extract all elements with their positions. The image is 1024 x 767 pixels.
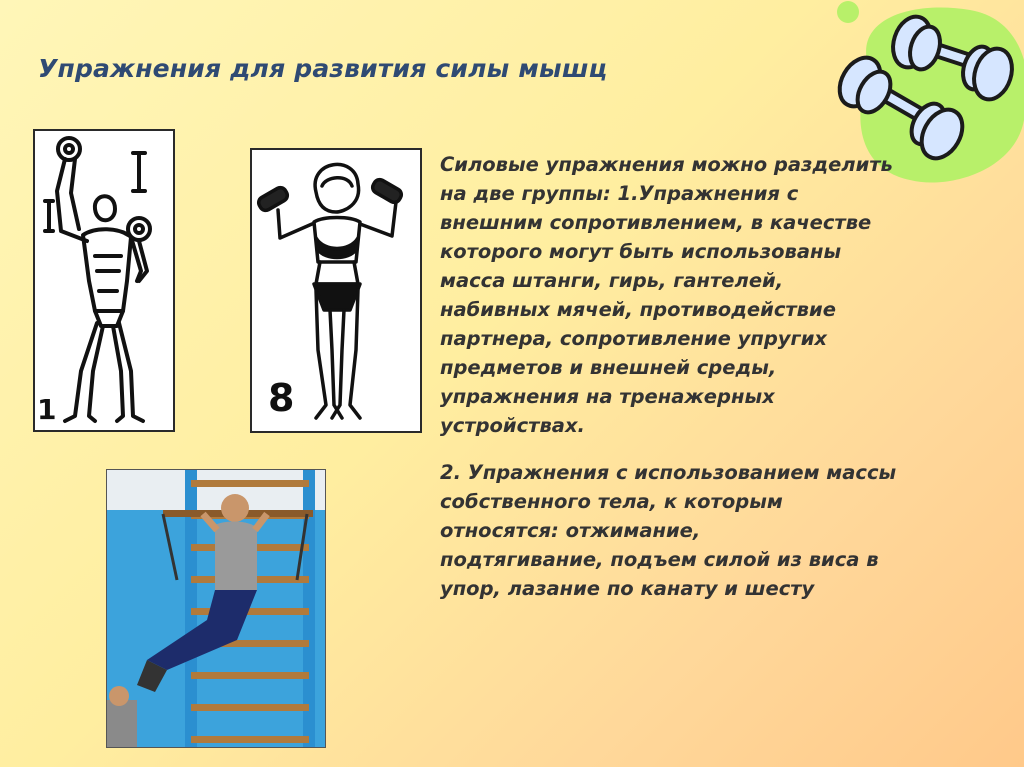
paragraph-1	[440, 150, 980, 440]
figure2-number: 8	[268, 376, 295, 420]
p1-line: набивных мячей, противодействие	[440, 298, 836, 321]
p1-line: предметов и внешней среды,	[440, 356, 777, 379]
paragraph-2	[440, 458, 980, 603]
p1-line: внешним сопротивлением, в качестве	[440, 211, 872, 234]
photo-wall-bars-exercise	[106, 469, 326, 748]
body-text	[440, 150, 980, 603]
wall-bars-illustration	[107, 470, 326, 748]
p1-line: масса штанги, гирь, гантелей,	[440, 269, 784, 292]
figure1-number: 1	[37, 393, 57, 426]
p2-line: подтягивание, подъем силой из виса в	[440, 548, 879, 571]
figure-woman-dumbbells	[250, 148, 422, 433]
p1-line: партнера, сопротивление упругих	[440, 327, 827, 350]
p1-line: устройствах.	[440, 414, 585, 437]
figure-man-dumbbells	[33, 129, 175, 432]
p2-line: относятся: отжимание,	[440, 519, 701, 542]
p2-line: 2. Упражнения с использованием массы	[440, 461, 897, 484]
slide-title: Упражнения для развития силы мышц	[38, 54, 608, 83]
p1-line: которого могут быть использованы	[440, 240, 842, 263]
p2-line: упор, лазание по канату и шесту	[440, 577, 815, 600]
p1-line: на две группы: 1.Упражнения с	[440, 182, 799, 205]
p1-line: упражнения на тренажерных	[440, 385, 775, 408]
p1-line: Силовые упражнения можно разделить	[440, 153, 893, 176]
man-dumbbells-drawing	[35, 131, 173, 430]
p2-line: собственного тела, к которым	[440, 490, 783, 513]
